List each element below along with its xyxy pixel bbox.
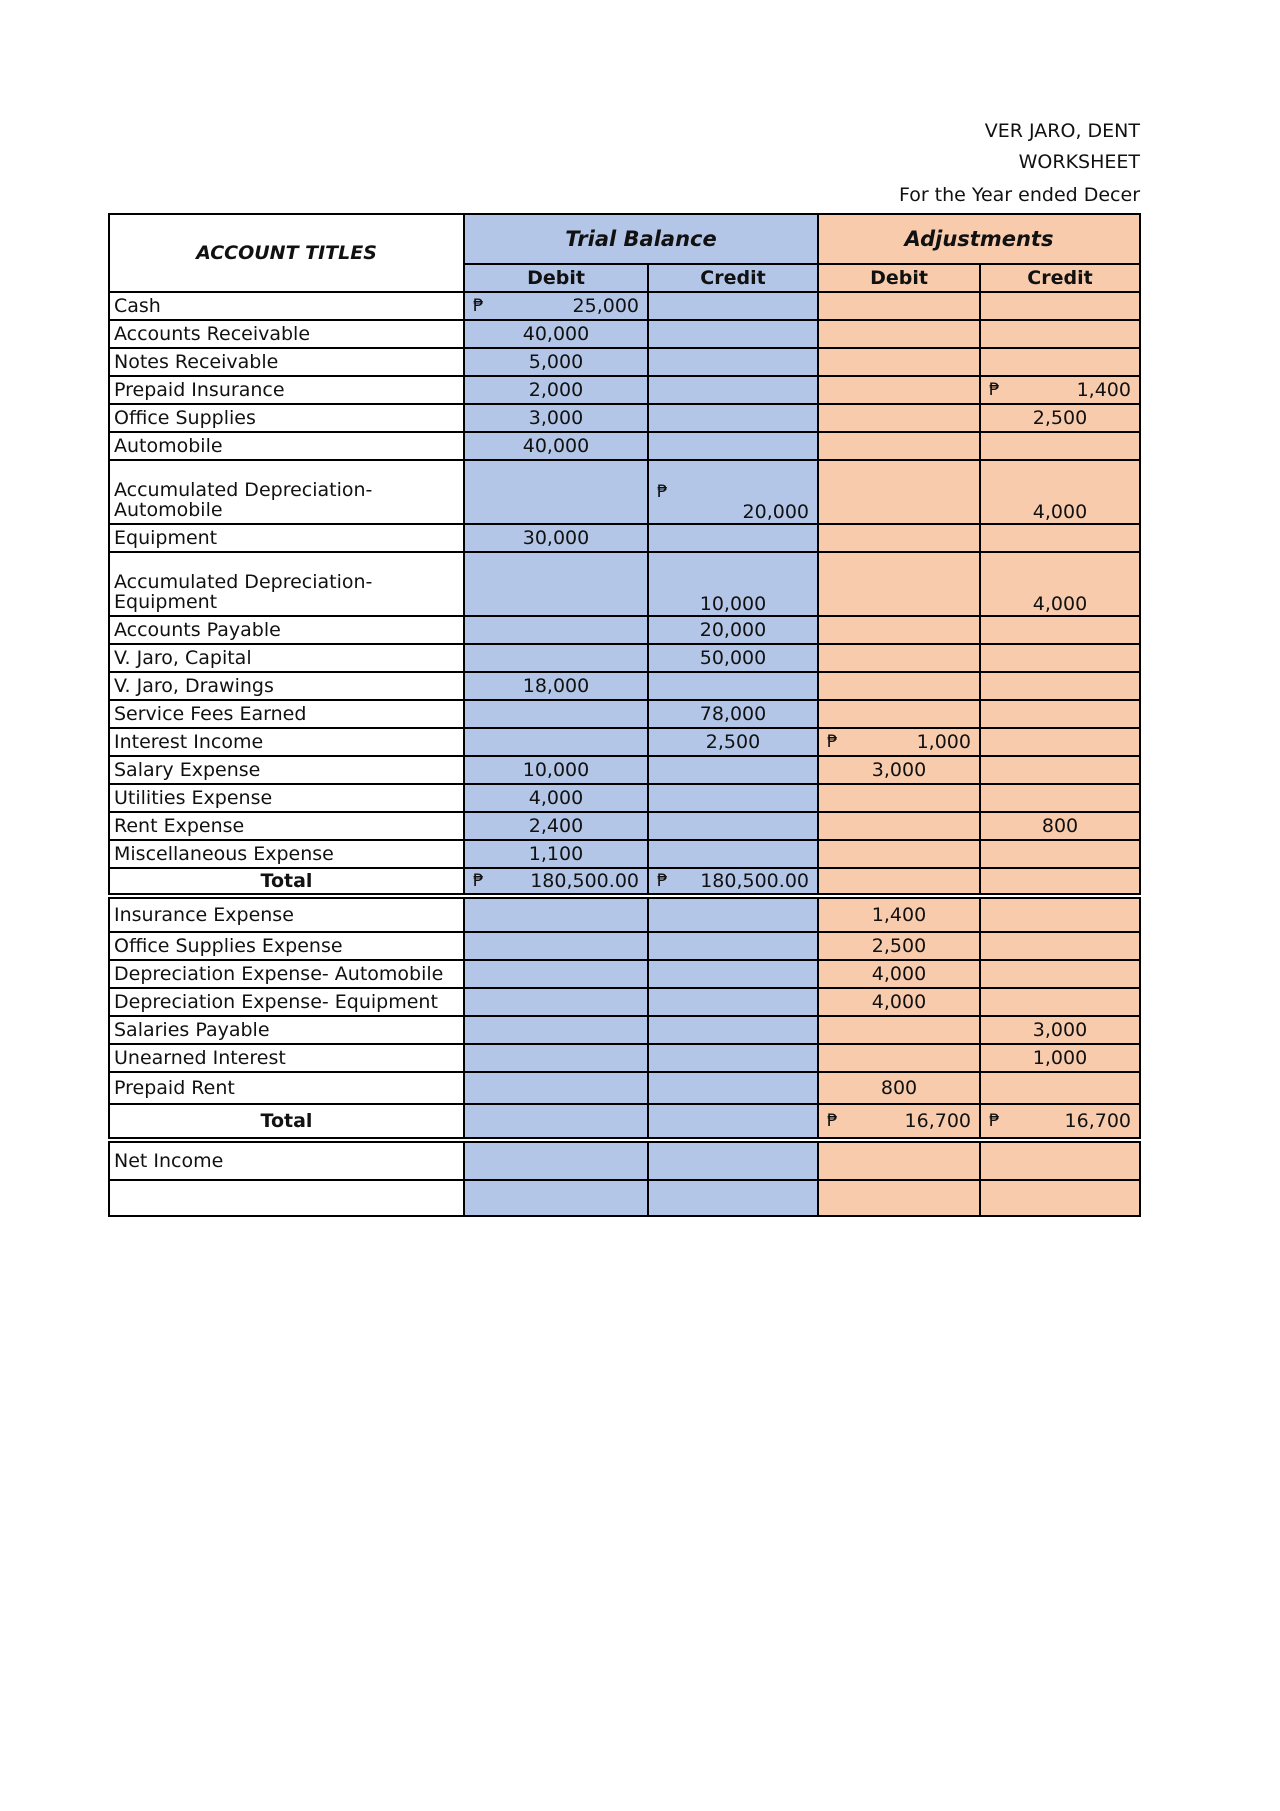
tb-debit-cell: 40,000 bbox=[464, 320, 648, 348]
account-row bbox=[109, 404, 1140, 432]
account-title: Miscellaneous Expense bbox=[109, 840, 464, 868]
tb-debit-cell bbox=[464, 292, 648, 320]
adj-credit-cell bbox=[980, 1072, 1140, 1104]
tb-debit-cell bbox=[464, 960, 648, 988]
account-row bbox=[109, 756, 1140, 784]
adj-credit-cell bbox=[980, 700, 1140, 728]
adj-credit-cell bbox=[980, 988, 1140, 1016]
peso-sign: ₱ bbox=[827, 1110, 838, 1131]
adj-credit-cell bbox=[980, 292, 1140, 320]
amount: 180,500.00 bbox=[700, 869, 809, 892]
tb-credit-cell bbox=[648, 524, 818, 552]
blank-cell bbox=[109, 1180, 464, 1216]
account-row bbox=[109, 552, 1140, 616]
adj-credit-cell bbox=[980, 840, 1140, 868]
tb-credit-cell bbox=[648, 784, 818, 812]
tb-credit-cell: 50,000 bbox=[648, 644, 818, 672]
adj-debit-total bbox=[818, 1104, 980, 1140]
adjustments-total-row bbox=[109, 1104, 1140, 1140]
tb-credit-cell bbox=[648, 292, 818, 320]
tb-credit-cell bbox=[648, 672, 818, 700]
amount: 1,000 bbox=[916, 730, 971, 753]
tb-debit-cell: 2,000 bbox=[464, 376, 648, 404]
account-title: Accounts Receivable bbox=[109, 320, 464, 348]
adj-debit-cell bbox=[818, 292, 980, 320]
tb-credit-cell: 20,000 bbox=[648, 616, 818, 644]
tb-debit-cell: 30,000 bbox=[464, 524, 648, 552]
tb-credit-cell bbox=[648, 348, 818, 376]
adj-credit-cell: 800 bbox=[980, 812, 1140, 840]
account-row bbox=[109, 348, 1140, 376]
adj-credit-cell bbox=[980, 784, 1140, 812]
account-title: Accounts Payable bbox=[109, 616, 464, 644]
tb-credit-cell bbox=[648, 1016, 818, 1044]
adj-debit-cell bbox=[818, 404, 980, 432]
adj-debit-cell: 1,400 bbox=[818, 896, 980, 932]
adj-debit-cell: 4,000 bbox=[818, 960, 980, 988]
account-title: Service Fees Earned bbox=[109, 700, 464, 728]
adjustment-account-row bbox=[109, 1016, 1140, 1044]
tb-credit-cell bbox=[648, 840, 818, 868]
adj-debit-cell: 2,500 bbox=[818, 932, 980, 960]
tb-credit-cell: 10,000 bbox=[648, 552, 818, 616]
adj-credit-cell: 4,000 bbox=[980, 460, 1140, 524]
account-title: Cash bbox=[109, 292, 464, 320]
tb-debit-cell bbox=[464, 460, 648, 524]
adj-debit-cell bbox=[818, 1140, 980, 1180]
blank-cell bbox=[980, 1180, 1140, 1216]
adj-debit-cell bbox=[818, 552, 980, 616]
tb-credit-cell bbox=[648, 432, 818, 460]
tb-credit-total bbox=[648, 868, 818, 896]
tb-debit-cell bbox=[464, 700, 648, 728]
tb-credit-cell bbox=[648, 1044, 818, 1072]
adj-credit-cell bbox=[980, 960, 1140, 988]
amount: 16,700 bbox=[1064, 1109, 1131, 1132]
account-row bbox=[109, 840, 1140, 868]
adj-credit-cell bbox=[980, 376, 1140, 404]
tb-credit-cell bbox=[648, 460, 818, 524]
total-label: Total bbox=[109, 868, 464, 896]
adj-debit-cell bbox=[818, 868, 980, 896]
adjustments-header: Adjustments bbox=[818, 214, 1140, 264]
account-row bbox=[109, 784, 1140, 812]
tb-debit-cell bbox=[464, 932, 648, 960]
adjustment-account-row bbox=[109, 1044, 1140, 1072]
adj-credit-cell bbox=[980, 524, 1140, 552]
adj-debit-cell bbox=[818, 1016, 980, 1044]
adj-credit-cell bbox=[980, 616, 1140, 644]
adjustment-account-row bbox=[109, 1072, 1140, 1104]
tb-credit-cell bbox=[648, 896, 818, 932]
account-row bbox=[109, 812, 1140, 840]
tb-credit-cell bbox=[648, 1072, 818, 1104]
account-row bbox=[109, 432, 1140, 460]
net-income-row bbox=[109, 1140, 1140, 1180]
tb-debit-cell bbox=[464, 1016, 648, 1044]
account-row bbox=[109, 672, 1140, 700]
adj-credit-cell: 3,000 bbox=[980, 1016, 1140, 1044]
adj-debit-cell: 3,000 bbox=[818, 756, 980, 784]
adj-debit-cell bbox=[818, 524, 980, 552]
account-title: Salaries Payable bbox=[109, 1016, 464, 1044]
tb-debit-cell bbox=[464, 1104, 648, 1140]
trial-balance-header: Trial Balance bbox=[464, 214, 818, 264]
tb-debit-cell: 3,000 bbox=[464, 404, 648, 432]
adj-debit-cell bbox=[818, 644, 980, 672]
adjustment-account-row bbox=[109, 896, 1140, 932]
statement-title: WORKSHEET bbox=[1018, 151, 1140, 173]
peso-sign: ₱ bbox=[989, 1110, 1000, 1131]
account-row bbox=[109, 616, 1140, 644]
adjustment-account-row bbox=[109, 960, 1140, 988]
tb-debit-cell: 2,400 bbox=[464, 812, 648, 840]
tb-debit-cell bbox=[464, 616, 648, 644]
adj-credit-cell: 1,000 bbox=[980, 1044, 1140, 1072]
adj-debit-cell: 4,000 bbox=[818, 988, 980, 1016]
tb-debit-cell: 40,000 bbox=[464, 432, 648, 460]
adj-debit-cell: 800 bbox=[818, 1072, 980, 1104]
adjustment-account-row bbox=[109, 932, 1140, 960]
amount: 16,700 bbox=[904, 1109, 971, 1132]
amount: 20,000 bbox=[742, 501, 809, 524]
account-title: Salary Expense bbox=[109, 756, 464, 784]
account-title: Accumulated Depreciation- Equipment bbox=[109, 552, 464, 616]
tb-credit-cell bbox=[648, 1104, 818, 1140]
account-title: Prepaid Insurance bbox=[109, 376, 464, 404]
tb-credit-cell bbox=[648, 812, 818, 840]
net-income-label: Net Income bbox=[109, 1140, 464, 1180]
trial-balance-total-row bbox=[109, 868, 1140, 896]
header-row-groups bbox=[109, 214, 1140, 264]
adj-credit-cell bbox=[980, 728, 1140, 756]
account-row bbox=[109, 376, 1140, 404]
adj-credit-cell bbox=[980, 896, 1140, 932]
account-row bbox=[109, 292, 1140, 320]
account-title: Prepaid Rent bbox=[109, 1072, 464, 1104]
tb-credit-cell bbox=[648, 960, 818, 988]
tb-debit-total bbox=[464, 868, 648, 896]
adj-debit-cell bbox=[818, 672, 980, 700]
tb-debit-cell bbox=[464, 552, 648, 616]
tb-debit-cell bbox=[464, 644, 648, 672]
account-title: Equipment bbox=[109, 524, 464, 552]
adj-credit-cell bbox=[980, 932, 1140, 960]
account-title: V. Jaro, Capital bbox=[109, 644, 464, 672]
tb-credit-cell bbox=[648, 320, 818, 348]
total-label: Total bbox=[109, 1104, 464, 1140]
account-title: Interest Income bbox=[109, 728, 464, 756]
adj-credit-total bbox=[980, 1104, 1140, 1140]
account-row bbox=[109, 644, 1140, 672]
adj-credit-header: Credit bbox=[980, 264, 1140, 292]
tb-debit-cell bbox=[464, 1140, 648, 1180]
adj-debit-cell bbox=[818, 812, 980, 840]
adj-debit-cell bbox=[818, 432, 980, 460]
peso-sign: ₱ bbox=[657, 481, 668, 502]
account-title: Notes Receivable bbox=[109, 348, 464, 376]
tb-debit-header: Debit bbox=[464, 264, 648, 292]
tb-debit-cell bbox=[464, 988, 648, 1016]
adj-credit-cell bbox=[980, 432, 1140, 460]
account-title: Insurance Expense bbox=[109, 896, 464, 932]
tb-credit-cell bbox=[648, 932, 818, 960]
account-title: V. Jaro, Drawings bbox=[109, 672, 464, 700]
adj-credit-cell bbox=[980, 672, 1140, 700]
blank-cell bbox=[818, 1180, 980, 1216]
adj-credit-cell bbox=[980, 320, 1140, 348]
peso-sign: ₱ bbox=[657, 870, 668, 891]
worksheet-table bbox=[108, 213, 1141, 1217]
tb-credit-cell: 78,000 bbox=[648, 700, 818, 728]
adj-debit-cell bbox=[818, 616, 980, 644]
blank-cell bbox=[648, 1180, 818, 1216]
tb-debit-cell: 10,000 bbox=[464, 756, 648, 784]
adj-debit-cell bbox=[818, 348, 980, 376]
adj-credit-cell bbox=[980, 348, 1140, 376]
account-title: Accumulated Depreciation- Automobile bbox=[109, 460, 464, 524]
peso-sign: ₱ bbox=[989, 379, 1000, 400]
company-name: VER JARO, DENT bbox=[984, 120, 1140, 142]
tb-credit-cell: 2,500 bbox=[648, 728, 818, 756]
tb-credit-cell bbox=[648, 376, 818, 404]
period-line: For the Year ended Decer bbox=[898, 184, 1140, 206]
tb-debit-cell: 4,000 bbox=[464, 784, 648, 812]
account-title: Office Supplies bbox=[109, 404, 464, 432]
tb-debit-cell: 1,100 bbox=[464, 840, 648, 868]
tb-debit-cell: 18,000 bbox=[464, 672, 648, 700]
adj-debit-cell bbox=[818, 460, 980, 524]
account-title: Office Supplies Expense bbox=[109, 932, 464, 960]
blank-cell bbox=[464, 1180, 648, 1216]
adj-credit-cell bbox=[980, 868, 1140, 896]
amount: 180,500.00 bbox=[530, 869, 639, 892]
adj-credit-cell: 4,000 bbox=[980, 552, 1140, 616]
tb-debit-cell bbox=[464, 1072, 648, 1104]
adj-debit-cell bbox=[818, 700, 980, 728]
peso-sign: ₱ bbox=[473, 870, 484, 891]
adj-credit-cell bbox=[980, 756, 1140, 784]
tb-credit-cell bbox=[648, 1140, 818, 1180]
account-title: Automobile bbox=[109, 432, 464, 460]
adj-debit-cell bbox=[818, 840, 980, 868]
blank-row bbox=[109, 1180, 1140, 1216]
tb-credit-cell bbox=[648, 988, 818, 1016]
peso-sign: ₱ bbox=[827, 731, 838, 752]
account-title: Rent Expense bbox=[109, 812, 464, 840]
tb-debit-cell bbox=[464, 1044, 648, 1072]
tb-credit-header: Credit bbox=[648, 264, 818, 292]
tb-credit-cell bbox=[648, 756, 818, 784]
peso-sign: ₱ bbox=[473, 295, 484, 316]
adj-debit-header: Debit bbox=[818, 264, 980, 292]
account-title: Unearned Interest bbox=[109, 1044, 464, 1072]
adj-debit-cell bbox=[818, 376, 980, 404]
account-row bbox=[109, 700, 1140, 728]
adj-credit-cell bbox=[980, 1140, 1140, 1180]
tb-credit-cell bbox=[648, 404, 818, 432]
adjustment-account-row bbox=[109, 988, 1140, 1016]
adj-debit-cell bbox=[818, 784, 980, 812]
account-titles-header: ACCOUNT TITLES bbox=[109, 214, 464, 292]
adj-debit-cell bbox=[818, 1044, 980, 1072]
account-row bbox=[109, 728, 1140, 756]
account-title: Utilities Expense bbox=[109, 784, 464, 812]
adj-debit-cell bbox=[818, 728, 980, 756]
adj-debit-cell bbox=[818, 320, 980, 348]
account-row bbox=[109, 320, 1140, 348]
account-title: Depreciation Expense- Automobile bbox=[109, 960, 464, 988]
account-row bbox=[109, 460, 1140, 524]
amount: 1,400 bbox=[1076, 378, 1131, 401]
tb-debit-cell bbox=[464, 896, 648, 932]
amount: 25,000 bbox=[572, 294, 639, 317]
account-title: Depreciation Expense- Equipment bbox=[109, 988, 464, 1016]
adj-credit-cell: 2,500 bbox=[980, 404, 1140, 432]
tb-debit-cell bbox=[464, 728, 648, 756]
tb-debit-cell: 5,000 bbox=[464, 348, 648, 376]
account-row bbox=[109, 524, 1140, 552]
adj-credit-cell bbox=[980, 644, 1140, 672]
